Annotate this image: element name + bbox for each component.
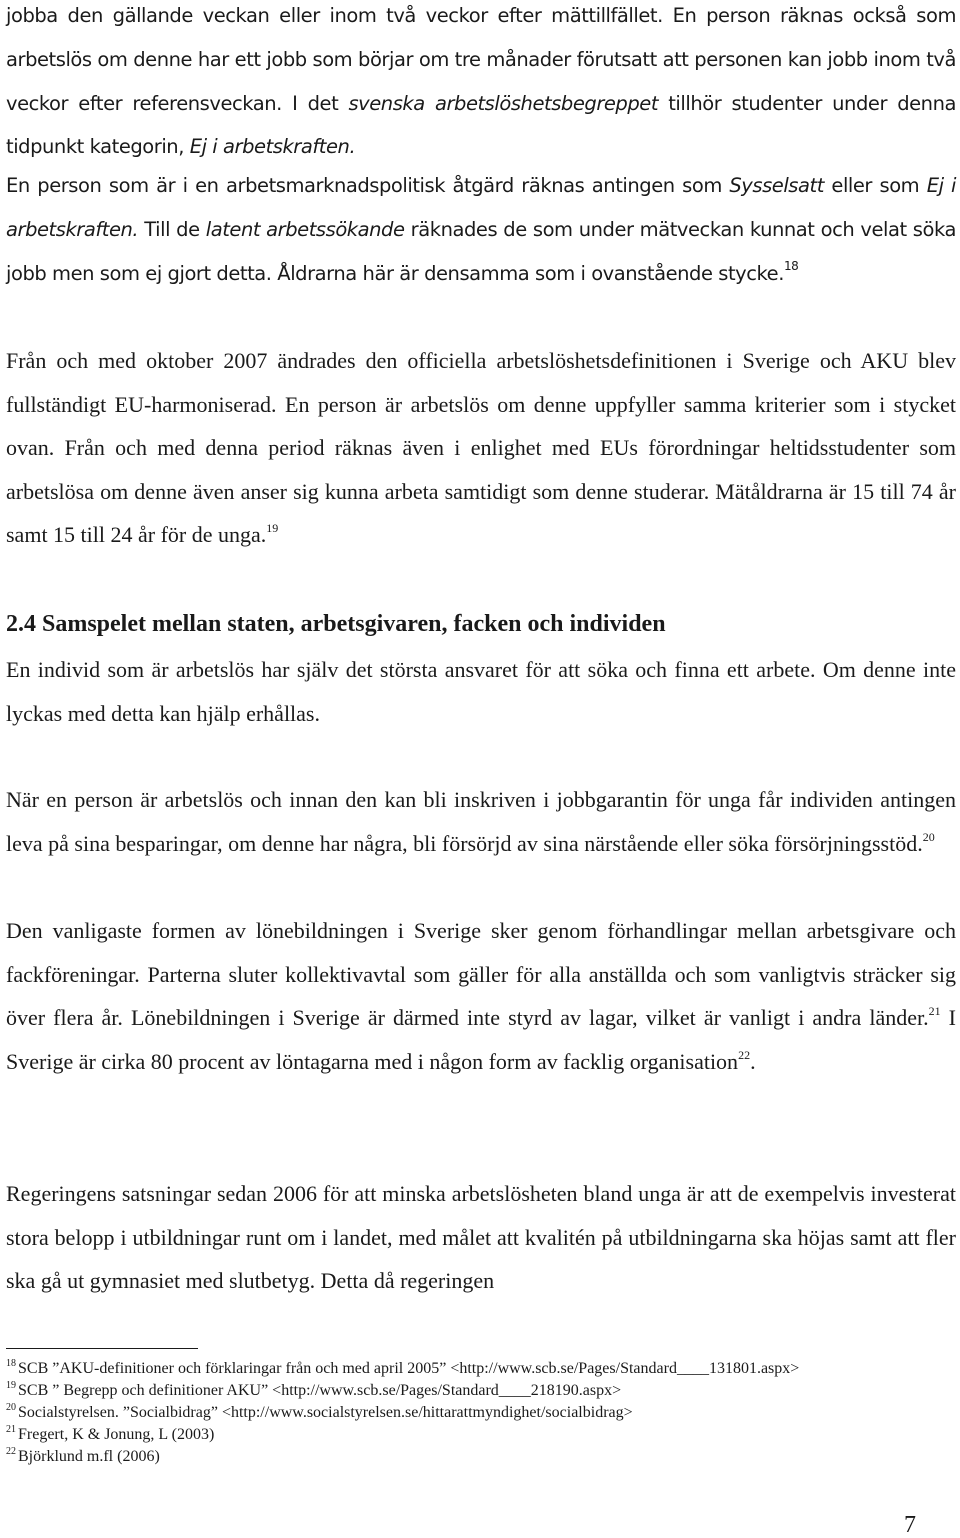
paragraph-eu-harmonisation: Från och med oktober 2007 ändrades den officiella arbetslöshetsdefinitionen i Sverige och AKU blev fullständigt EU-harmoniserad. En person är arbetslös om denne uppfyller samma kriterier som i stycket ovan. Från och med denna period räknas även i enlighet med EUs förordningar heltidsstudenter som arbetslösa om denne även anser sig kunna arbeta samtidigt som denne studerar. Mätåldrarna är 15 till 74 år samt 15 till 24 år för de unga.$^{19}$ (6, 348, 956, 548)
footnote-number: 21 (6, 1424, 16, 1435)
section-heading: 2.4 Samspelet mellan staten, arbetsgivaren, facken och individen (6, 611, 666, 637)
footnote-ref[interactable]: 20 (922, 829, 935, 844)
paragraph-individual-responsibility: En individ som är arbetslös har själv det största ansvaret för att söka och finna ett arbete. Om denne inte lyckas med detta kan hjälp erhållas. (6, 657, 956, 726)
footnote-separator (6, 1348, 198, 1349)
footnote: $^{18}$ SCB ”AKU-definitioner och förklaringar från och med april 2005” <http://www.scb.se/Pages/Standard____131801.aspx> (6, 1358, 800, 1377)
italic-term: latent arbetssökande (205, 217, 405, 241)
page-number: 7 (904, 1512, 916, 1538)
paragraph-government-investments: Regeringens satsningar sedan 2006 för att minska arbetslösheten bland unga är att de exempelvis investerat stora belopp i utbildningar runt om i landet, med målet att kvalitén på utbildningarna ska höjas samt att fler ska gå ut gymnasiet med slutbetyg. Detta då regeringen (6, 1181, 956, 1294)
italic-term: Ej i arbetskraften. (189, 135, 356, 159)
footnote: $^{20}$ Socialstyrelsen. ”Socialbidrag” <http://www.socialstyrelsen.se/hittarattmyndighet/socialbidrag> (6, 1402, 633, 1421)
footnote: $^{22}$ Björklund m.fl (2006) (6, 1446, 160, 1465)
footnote: $^{19}$ SCB ” Begrepp och definitioner AKU” <http://www.scb.se/Pages/Standard____218190.aspx> (6, 1380, 622, 1399)
footnote-number: 20 (6, 1402, 16, 1413)
italic-term: svenska arbetslöshetsbegreppet (348, 91, 659, 115)
footnote-ref[interactable]: 19 (266, 521, 279, 536)
footnote-ref[interactable]: 21 (928, 1004, 941, 1019)
footnote-number: 22 (6, 1446, 16, 1457)
footnote-number: 19 (6, 1380, 16, 1391)
footnote-number: 18 (6, 1358, 16, 1369)
paragraph-wage-formation: Den vanligaste formen av lönebildningen i Sverige sker genom förhandlingar mellan arbetsgivare och fackföreningar. Parterna sluter kollektivavtal som gäller för alla anställda och som vanligtvis sträcker sig över flera år. Lönebildningen i Sverige är därmed inte styrd av lagar, vilket är vanligt i andra länder.$^{21}$ I Sverige är cirka 80 procent av löntagarna med i någon form av facklig organisation$^{22}$. (6, 918, 957, 1074)
footnote-ref[interactable]: 22 (738, 1047, 751, 1062)
italic-term: Sysselsatt (729, 174, 824, 197)
paragraph-labour-market-measures: En person som är i en arbetsmarknadspolitisk åtgärd räknas antingen som Sysselsatt eller som Ej i arbetskraften. Till de latent arbetssökande räknades de som under mätveckan kunnat och velat söka jobb men som ej gjort detta. Åldrarna här är densamma som i ovanstående stycke.$^{18}$ (6, 174, 956, 285)
footnote-ref[interactable]: 18 (783, 258, 799, 273)
footnote: $^{21}$ Fregert, K & Jonung, L (2003) (6, 1424, 215, 1443)
paragraph-job-guarantee: När en person är arbetslös och innan den kan bli inskriven i jobbgarantin för unga får individen antingen leva på sina besparingar, om denne har några, bli försörjd av sina närstående eller söka försörjningsstöd.$^{20}$ (6, 787, 956, 856)
italic-term: Ej i arbetskraften. (6, 174, 956, 241)
paragraph-unemployment-definition: jobba den gällande veckan eller inom två veckor efter mättillfället. En person räknas också som arbetslös om denne har ett jobb som börjar om tre månader förutsatt att personen kan jobb inom två veckor efter referensveckan. I det svenska arbetslöshetsbegreppet tillhör studenter under denna tidpunkt kategorin, Ej i arbetskraften. (6, 4, 956, 159)
